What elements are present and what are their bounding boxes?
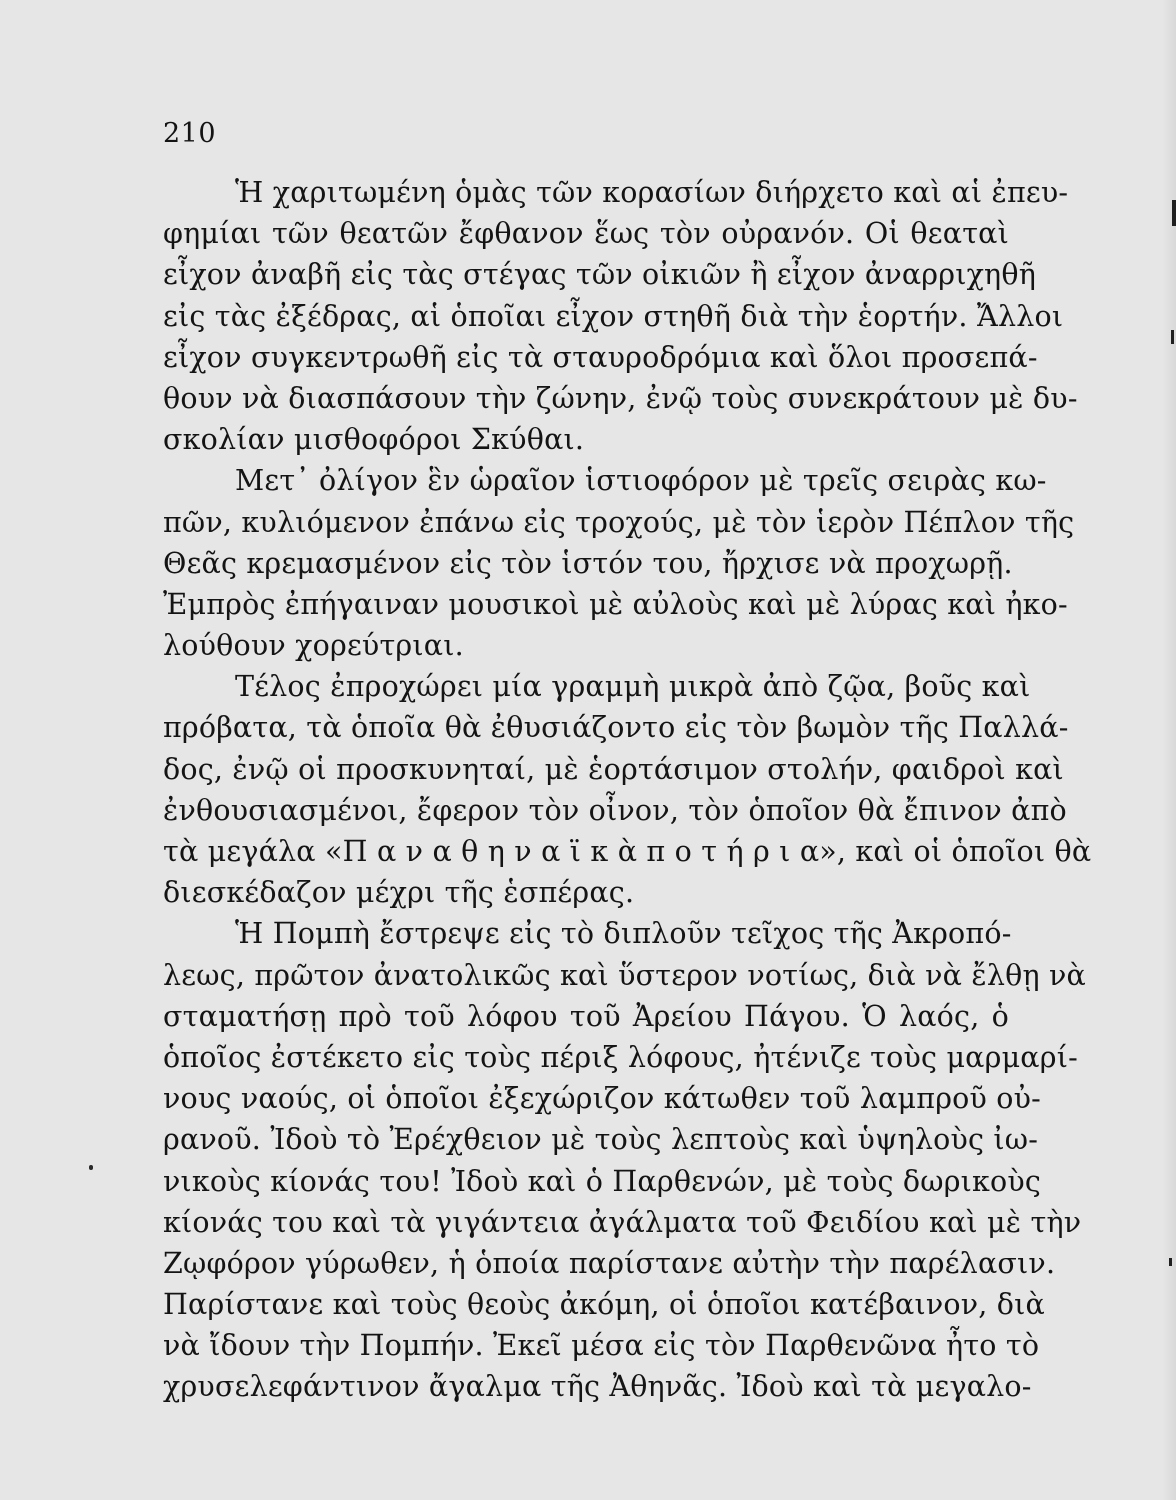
text-line: λεως, πρῶτον ἀνατολικῶς καὶ ὕστερον νοτίως, διὰ νὰ ἔλθῃ νὰ — [163, 958, 1086, 992]
text-line: ρανοῦ. Ἰδοὺ τὸ Ἐρέχθειον μὲ τοὺς λεπτοὺς καὶ ὑψηλοὺς ἰω- — [163, 1123, 1039, 1157]
text-line: κίονάς του καὶ τὰ γιγάντεια ἀγάλματα τοῦ Φειδίου καὶ μὲ τὴν — [163, 1205, 1082, 1239]
text-line: θουν νὰ διασπάσουν τὴν ζώνην, ἐνῷ τοὺς συνεκράτουν μὲ δυ- — [163, 381, 1078, 415]
text-line: τὰ μεγάλα «Π α ν α θ η ν α ϊ κ ὰ π ο τ ή ρ ι α», καὶ οἱ ὁποῖοι θὰ — [163, 835, 1092, 868]
text-line: εἶχον ἀναβῆ εἰς τὰς στέγας τῶν οἰκιῶν ἢ εἶχον ἀναρριχηθῆ — [163, 258, 1036, 292]
text-line: εἰς τὰς ἐξέδρας, αἱ ὁποῖαι εἶχον στηθῆ διὰ τὴν ἑορτήν. Ἄλλοι — [163, 299, 1064, 333]
text-line: Ἐμπρὸς ἐπήγαιναν μουσικοὶ μὲ αὐλοὺς καὶ μὲ λύρας καὶ ἠκο- — [163, 587, 1068, 621]
text-line: Μετ᾽ ὀλίγον ἓν ὡραῖον ἱστιοφόρον μὲ τρεῖς σειρὰς κω- — [235, 464, 1047, 498]
text-line: ὁποῖος ἐστέκετο εἰς τοὺς πέριξ λόφους, ἠτένιζε τοὺς μαρμαρί- — [163, 1040, 1078, 1074]
text-line: νους ναούς, οἱ ὁποῖοι ἐξεχώριζον κάτωθεν τοῦ λαμπροῦ οὐ- — [163, 1082, 1042, 1116]
scan-edge-mark — [1171, 330, 1174, 344]
text-line: νὰ ἴδουν τὴν Πομπήν. Ἐκεῖ μέσα εἰς τὸν Παρθενῶνα ἦτο τὸ — [163, 1329, 1040, 1363]
text-line: Ἡ χαριτωμένη ὁμὰς τῶν κορασίων διήρχετο καὶ αἱ ἐπευ- — [235, 176, 1069, 209]
text-line: δος, ἐνῷ οἱ προσκυνηταί, μὲ ἑορτάσιμον στολήν, φαιδροὶ καὶ — [163, 752, 1064, 786]
text-line: Παρίστανε καὶ τοὺς θεοὺς ἀκόμη, οἱ ὁποῖοι κατέβαινον, διὰ — [163, 1288, 1045, 1322]
text-line: χρυσελεφάντινον ἄγαλμα τῆς Ἀθηνᾶς. Ἰδοὺ καὶ τὰ μεγαλο- — [163, 1370, 1032, 1404]
text-line: λούθουν χορεύτριαι. — [163, 629, 464, 663]
text-line: σταματήσῃ πρὸ τοῦ λόφου τοῦ Ἀρείου Πάγου. Ὁ λαός, ὁ — [163, 999, 1009, 1033]
text-line: σκολίαν μισθοφόροι Σκύθαι. — [163, 423, 585, 457]
page-number: 210 — [163, 118, 217, 149]
text-line: ἐνθουσιασμένοι, ἔφερον τὸν οἶνον, τὸν ὁποῖον θὰ ἔπινον ἀπὸ — [163, 793, 1067, 827]
scan-edge-mark — [1172, 200, 1176, 226]
text-line: νικοὺς κίονάς του! Ἰδοὺ καὶ ὁ Παρθενών, μὲ τοὺς δωρικοὺς — [163, 1164, 1042, 1198]
text-line: Ζῳφόρον γύρωθεν, ἡ ὁποία παρίστανε αὐτὴν τὴν παρέλασιν. — [163, 1246, 1056, 1280]
text-line: διεσκέδαζον μέχρι τῆς ἑσπέρας. — [163, 876, 635, 910]
body-text — [163, 172, 1092, 1408]
scan-edge-mark — [1169, 1258, 1172, 1266]
text-line: εἶχον συγκεντρωθῆ εἰς τὰ σταυροδρόμια καὶ ὅλοι προσεπά- — [163, 340, 1038, 374]
text-line: πρόβατα, τὰ ὁποῖα θὰ ἐθυσιάζοντο εἰς τὸν βωμὸν τῆς Παλλά- — [163, 711, 1069, 745]
text-line: Θεᾶς κρεμασμένον εἰς τὸν ἱστόν του, ἤρχισε νὰ προχωρῇ. — [163, 546, 1013, 580]
text-line: πῶν, κυλιόμενον ἐπάνω εἰς τροχούς, μὲ τὸν ἱερὸν Πέπλον τῆς — [163, 505, 1075, 539]
scan-speck — [89, 1165, 93, 1170]
text-line: Ἡ Πομπὴ ἔστρεψε εἰς τὸ διπλοῦν τεῖχος τῆς Ἀκροπό- — [235, 917, 1012, 951]
text-line: φημίαι τῶν θεατῶν ἔφθανον ἕως τὸν οὐρανόν. Οἱ θεαταὶ — [163, 217, 1009, 251]
text-line: Τέλος ἐπροχώρει μία γραμμὴ μικρὰ ἀπὸ ζῷα, βοῦς καὶ — [235, 670, 1031, 704]
